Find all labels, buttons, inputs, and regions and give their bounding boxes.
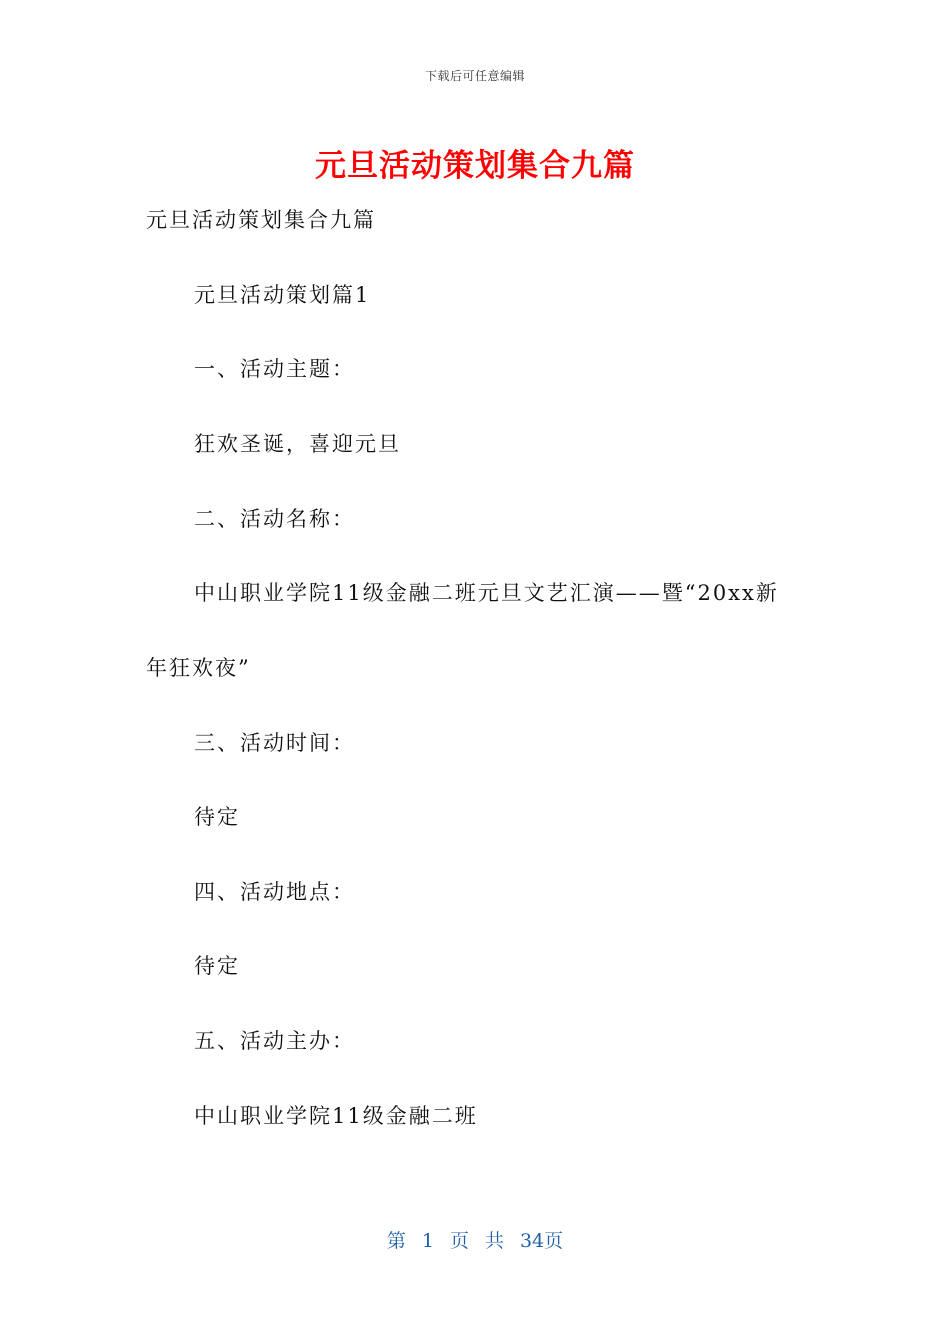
footer-page-word: 第: [386, 1230, 406, 1252]
item-theme-label: 一、活动主题：: [194, 357, 355, 381]
document-title: 元旦活动策划集合九篇: [315, 148, 635, 184]
item-place-value: 待定: [194, 954, 240, 978]
item-place-label: 四、活动地点：: [194, 880, 355, 904]
item-time-value: 待定: [194, 805, 240, 829]
header-note: 下载后可任意编辑: [424, 69, 525, 83]
item-theme-value: 狂欢圣诞，喜迎元旦: [194, 432, 401, 456]
footer-page-number: 1: [421, 1230, 434, 1252]
intro-heading: 元旦活动策划集合九篇: [146, 208, 376, 232]
section-heading-1: 元旦活动策划篇1: [194, 283, 371, 307]
footer-total-word: 共: [484, 1230, 504, 1252]
item-host-label: 五、活动主办：: [194, 1029, 355, 1053]
item-name-label: 二、活动名称：: [194, 507, 355, 531]
item-name-value-cont: 年狂欢夜”: [146, 656, 251, 680]
item-time-label: 三、活动时间：: [194, 731, 355, 755]
item-name-value: 中山职业学院11级金融二班元旦文艺汇演——暨“20xx新: [194, 581, 779, 605]
footer-total-pages: 34页: [519, 1230, 564, 1252]
page-footer: [0, 1226, 950, 1253]
footer-page-suffix: 页: [449, 1230, 469, 1252]
item-host-value: 中山职业学院11级金融二班: [194, 1104, 478, 1128]
